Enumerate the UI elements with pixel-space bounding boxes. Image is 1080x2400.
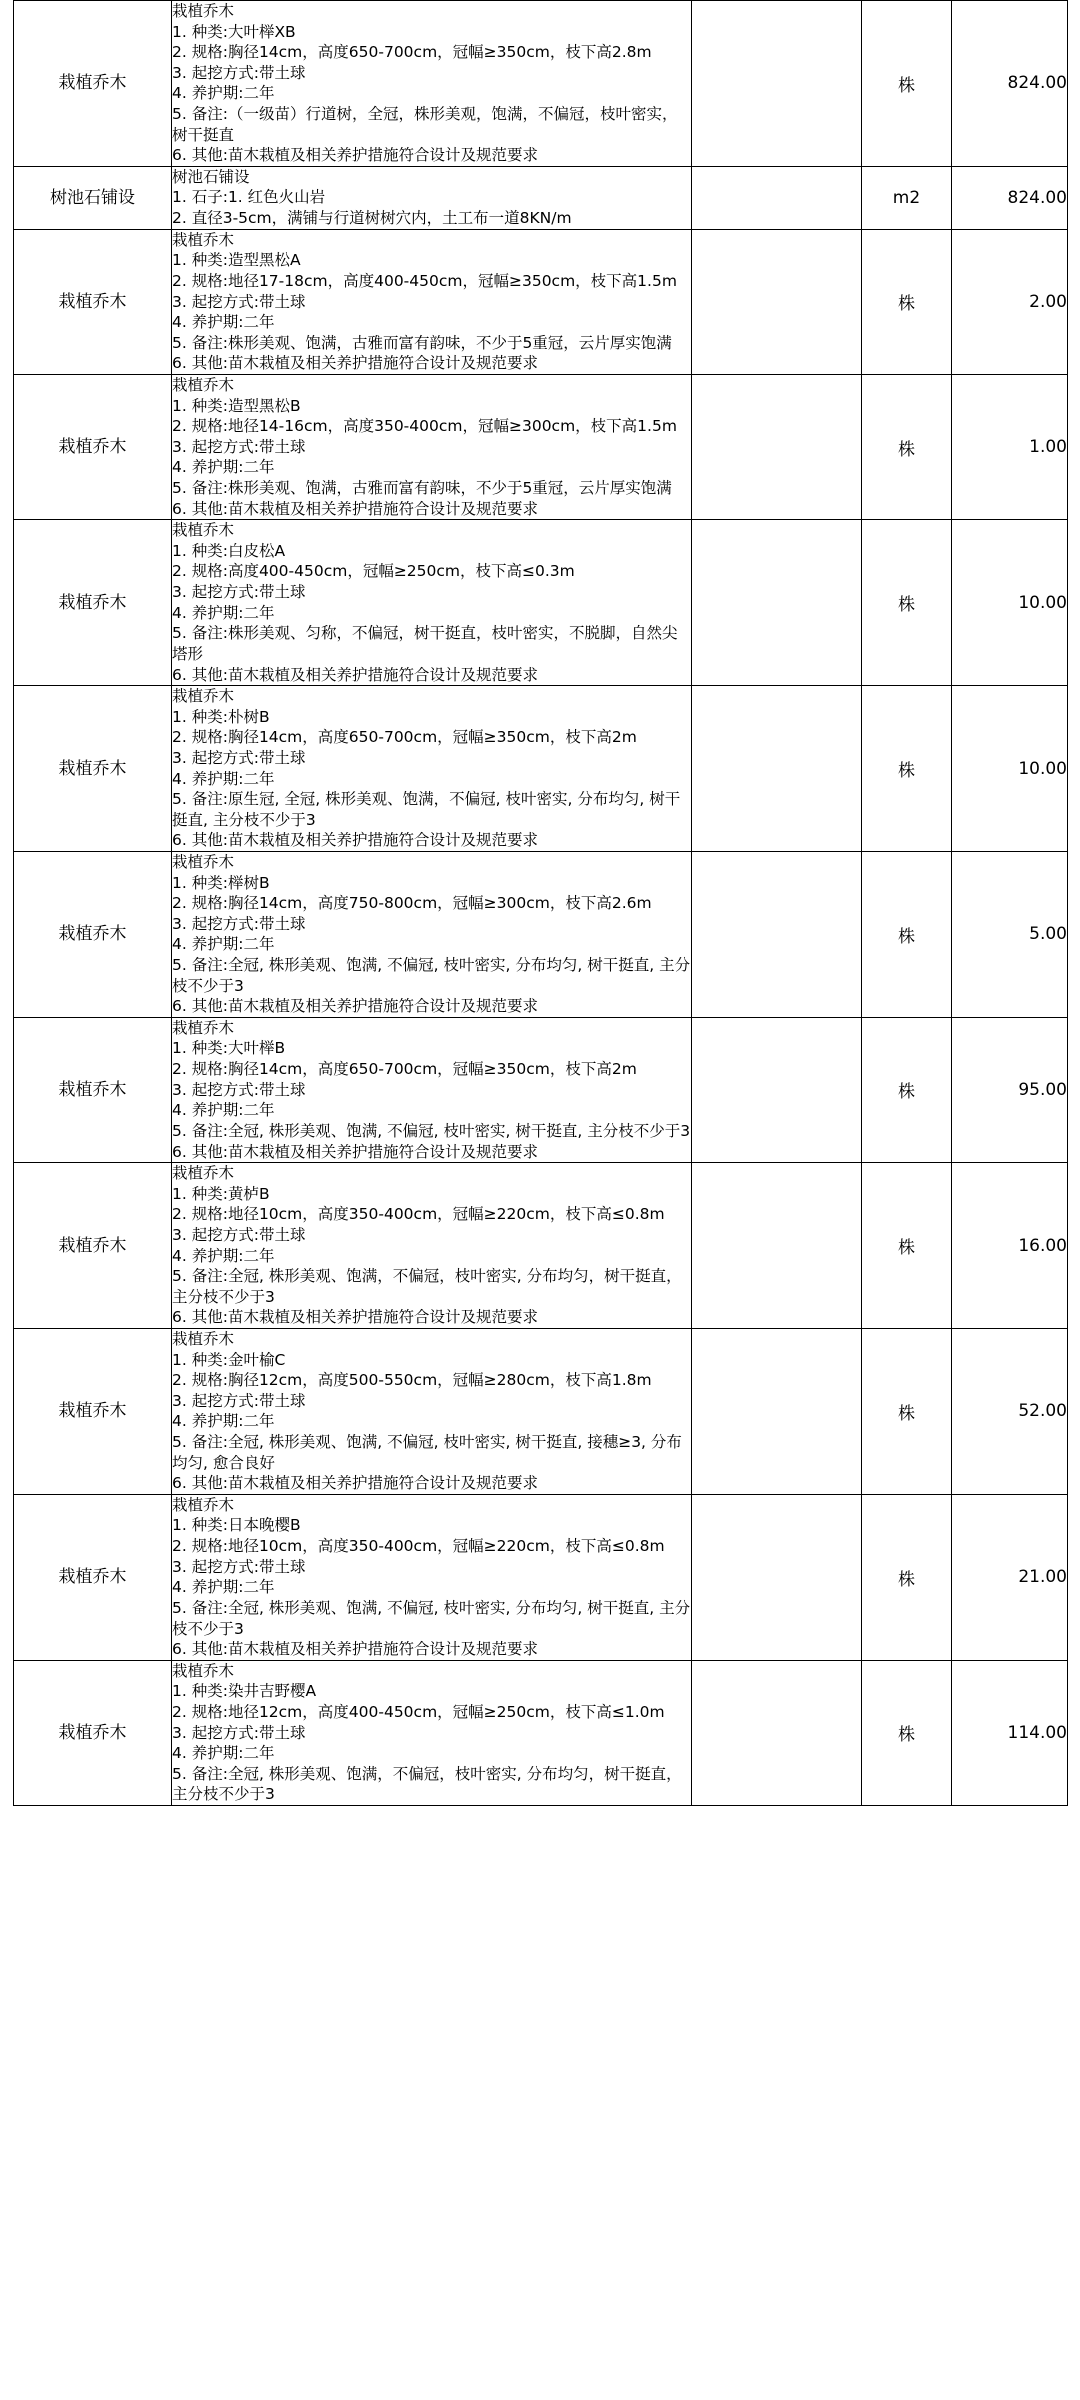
item-description-cell <box>172 1017 692 1162</box>
item-description-cell <box>172 520 692 686</box>
item-name-cell: 栽植乔木 <box>14 1017 172 1162</box>
blank-cell <box>692 1660 862 1805</box>
table-row <box>14 374 1068 519</box>
description-line: 5. 备注:全冠, 株形美观、饱满, 不偏冠, 枝叶密实, 树干挺直, 主分枝不少于3 <box>172 1121 691 1140</box>
description-line: 3. 起挖方式:带土球 <box>172 292 306 311</box>
description-line: 4. 养护期:二年 <box>172 458 275 477</box>
description-line: 栽植乔木 <box>172 1330 235 1348</box>
description-line: 2. 规格:胸径12cm，高度500-550cm，冠幅≥280cm，枝下高1.8m <box>172 1371 652 1390</box>
description-line: 3. 起挖方式:带土球 <box>172 1723 306 1742</box>
description-line: 4. 养护期:二年 <box>172 935 275 954</box>
description-line: 2. 规格:胸径14cm，高度750-800cm，冠幅≥300cm，枝下高2.6m <box>172 894 652 913</box>
description-line: 4. 养护期:二年 <box>172 84 275 103</box>
description-line: 6. 其他:苗木栽植及相关养护措施符合设计及规范要求 <box>172 665 538 684</box>
description-line: 3. 起挖方式:带土球 <box>172 1391 306 1410</box>
description-line: 4. 养护期:二年 <box>172 313 275 332</box>
description-line: 6. 其他:苗木栽植及相关养护措施符合设计及规范要求 <box>172 499 538 518</box>
quantity-cell: 2.00 <box>952 229 1068 374</box>
description-line: 4. 养护期:二年 <box>172 1246 275 1265</box>
description-line: 3. 起挖方式:带土球 <box>172 1225 306 1244</box>
unit-cell: 株 <box>862 1017 952 1162</box>
item-name-cell: 栽植乔木 <box>14 1163 172 1329</box>
description-line: 1. 种类:日本晚樱B <box>172 1516 301 1535</box>
table-row <box>14 1163 1068 1329</box>
table-row <box>14 520 1068 686</box>
description-line: 栽植乔木 <box>172 375 235 394</box>
description-line: 2. 规格:高度400-450cm，冠幅≥250cm，枝下高≤0.3m <box>172 562 575 581</box>
description-line: 4. 养护期:二年 <box>172 1578 275 1597</box>
description-line: 2. 规格:地径12cm，高度400-450cm，冠幅≥250cm，枝下高≤1.0m <box>172 1702 665 1721</box>
description-line: 5. 备注:全冠, 株形美观、饱满，不偏冠，枝叶密实, 分布均匀，树干挺直，主分枝不少于3 <box>172 1267 682 1306</box>
item-name-cell: 栽植乔木 <box>14 1494 172 1660</box>
description-line: 栽植乔木 <box>172 230 235 249</box>
item-description-cell <box>172 1 692 167</box>
item-description-cell <box>172 229 692 374</box>
unit-cell: 株 <box>862 520 952 686</box>
description-line: 3. 起挖方式:带土球 <box>172 437 306 456</box>
item-description-cell <box>172 851 692 1017</box>
description-line: 4. 养护期:二年 <box>172 1101 275 1120</box>
description-line: 6. 其他:苗木栽植及相关养护措施符合设计及规范要求 <box>172 146 538 165</box>
item-name-cell: 栽植乔木 <box>14 686 172 852</box>
blank-cell <box>692 166 862 229</box>
quantity-cell: 5.00 <box>952 851 1068 1017</box>
description-line: 4. 养护期:二年 <box>172 1744 275 1763</box>
description-line: 1. 种类:金叶榆C <box>172 1350 286 1369</box>
quantity-cell: 16.00 <box>952 1163 1068 1329</box>
blank-cell <box>692 1 862 167</box>
blank-cell <box>692 229 862 374</box>
description-line: 5. 备注:株形美观、匀称，不偏冠，树干挺直，枝叶密实，不脱脚，自然尖塔形 <box>172 624 678 663</box>
blank-cell <box>692 1494 862 1660</box>
description-line: 2. 规格:地径17-18cm，高度400-450cm，冠幅≥350cm，枝下高1.5m <box>172 271 677 290</box>
unit-cell: 株 <box>862 374 952 519</box>
description-line: 栽植乔木 <box>172 1018 235 1037</box>
description-line: 栽植乔木 <box>172 1164 235 1183</box>
description-line: 5. 备注:全冠, 株形美观、饱满, 不偏冠, 枝叶密实, 分布均匀, 树干挺直, 主分枝不少于3 <box>172 956 691 995</box>
table-row <box>14 1 1068 167</box>
description-line: 3. 起挖方式:带土球 <box>172 63 306 82</box>
description-line: 3. 起挖方式:带土球 <box>172 748 306 767</box>
description-line: 5. 备注:全冠, 株形美观、饱满，不偏冠，枝叶密实, 分布均匀，树干挺直，主分枝不少于3 <box>172 1764 682 1804</box>
unit-cell: 株 <box>862 686 952 852</box>
description-line: 6. 其他:苗木栽植及相关养护措施符合设计及规范要求 <box>172 1474 538 1493</box>
unit-cell: 株 <box>862 1163 952 1329</box>
description-line: 2. 规格:胸径14cm，高度650-700cm，冠幅≥350cm，枝下高2m <box>172 1060 637 1079</box>
blank-cell <box>692 374 862 519</box>
description-line: 栽植乔木 <box>172 852 235 871</box>
description-line: 5. 备注:（一级苗）行道树，全冠，株形美观，饱满，不偏冠，枝叶密实，树干挺直 <box>172 105 678 144</box>
item-name-cell: 栽植乔木 <box>14 1660 172 1805</box>
table-row <box>14 1494 1068 1660</box>
description-line: 1. 种类:造型黑松A <box>172 251 301 270</box>
description-line: 4. 养护期:二年 <box>172 769 275 788</box>
table-body <box>14 1 1068 1806</box>
description-line: 6. 其他:苗木栽植及相关养护措施符合设计及规范要求 <box>172 1640 538 1659</box>
description-line: 2. 直径3-5cm，满铺与行道树树穴内，土工布一道8KN/m <box>172 209 572 228</box>
description-line: 1. 种类:大叶榉B <box>172 1039 286 1058</box>
description-line: 6. 其他:苗木栽植及相关养护措施符合设计及规范要求 <box>172 831 538 850</box>
description-line: 1. 种类:朴树B <box>172 707 270 726</box>
item-description-cell <box>172 1163 692 1329</box>
item-name-cell: 树池石铺设 <box>14 166 172 229</box>
unit-cell: 株 <box>862 851 952 1017</box>
item-description-cell <box>172 686 692 852</box>
quantity-cell: 114.00 <box>952 1660 1068 1805</box>
description-line: 1. 种类:造型黑松B <box>172 396 301 415</box>
unit-cell: m2 <box>862 166 952 229</box>
table-row <box>14 686 1068 852</box>
description-line: 1. 种类:染井吉野樱A <box>172 1682 317 1701</box>
blank-cell <box>692 686 862 852</box>
item-description-cell <box>172 166 692 229</box>
quantity-cell: 21.00 <box>952 1494 1068 1660</box>
blank-cell <box>692 1017 862 1162</box>
description-line: 1. 石子:1. 红色火山岩 <box>172 188 326 207</box>
item-name-cell: 栽植乔木 <box>14 374 172 519</box>
description-line: 树池石铺设 <box>172 167 250 186</box>
description-line: 5. 备注:株形美观、饱满，古雅而富有韵味，不少于5重冠，云片厚实饱满 <box>172 333 672 352</box>
description-line: 栽植乔木 <box>172 521 235 540</box>
unit-cell: 株 <box>862 1660 952 1805</box>
blank-cell <box>692 1329 862 1495</box>
description-line: 栽植乔木 <box>172 1661 235 1680</box>
description-line: 1. 种类:榉树B <box>172 873 270 892</box>
description-line: 2. 规格:地径10cm，高度350-400cm，冠幅≥220cm，枝下高≤0.8m <box>172 1205 665 1224</box>
description-line: 栽植乔木 <box>172 687 235 706</box>
quantity-cell: 95.00 <box>952 1017 1068 1162</box>
description-line: 6. 其他:苗木栽植及相关养护措施符合设计及规范要求 <box>172 997 538 1016</box>
description-line: 2. 规格:胸径14cm，高度650-700cm，冠幅≥350cm，枝下高2.8m <box>172 43 652 62</box>
description-line: 5. 备注:株形美观、饱满，古雅而富有韵味，不少于5重冠，云片厚实饱满 <box>172 479 672 498</box>
description-line: 栽植乔木 <box>172 1495 235 1514</box>
blank-cell <box>692 520 862 686</box>
item-description-cell <box>172 374 692 519</box>
item-description-cell <box>172 1660 692 1805</box>
description-line: 4. 养护期:二年 <box>172 603 275 622</box>
description-line: 2. 规格:胸径14cm，高度650-700cm，冠幅≥350cm，枝下高2m <box>172 728 637 747</box>
table-row <box>14 851 1068 1017</box>
table-row <box>14 166 1068 229</box>
blank-cell <box>692 1163 862 1329</box>
description-line: 1. 种类:黄栌B <box>172 1184 270 1203</box>
unit-cell: 株 <box>862 1 952 167</box>
description-line: 6. 其他:苗木栽植及相关养护措施符合设计及规范要求 <box>172 1142 538 1161</box>
bill-of-quantities-table <box>13 0 1068 1806</box>
quantity-cell: 824.00 <box>952 166 1068 229</box>
description-line: 1. 种类:大叶榉XB <box>172 22 296 41</box>
table-row <box>14 229 1068 374</box>
item-name-cell: 栽植乔木 <box>14 229 172 374</box>
description-line: 3. 起挖方式:带土球 <box>172 583 306 602</box>
description-line: 5. 备注:全冠, 株形美观、饱满, 不偏冠, 枝叶密实, 分布均匀, 树干挺直, 主分枝不少于3 <box>172 1598 691 1638</box>
description-line: 6. 其他:苗木栽植及相关养护措施符合设计及规范要求 <box>172 354 538 373</box>
description-line: 2. 规格:地径14-16cm，高度350-400cm，冠幅≥300cm，枝下高1.5m <box>172 417 677 436</box>
quantity-cell: 10.00 <box>952 520 1068 686</box>
quantity-cell: 824.00 <box>952 1 1068 167</box>
description-line: 2. 规格:地径10cm，高度350-400cm，冠幅≥220cm，枝下高≤0.8m <box>172 1537 665 1556</box>
description-line: 3. 起挖方式:带土球 <box>172 1557 306 1576</box>
description-line: 4. 养护期:二年 <box>172 1412 275 1431</box>
item-description-cell <box>172 1329 692 1495</box>
item-name-cell: 栽植乔木 <box>14 851 172 1017</box>
description-line: 5. 备注:原生冠, 全冠, 株形美观、饱满，不偏冠, 枝叶密实, 分布均匀, 树干挺直, 主分枝不少于3 <box>172 790 681 829</box>
table-row <box>14 1017 1068 1162</box>
unit-cell: 株 <box>862 1494 952 1660</box>
blank-cell <box>692 851 862 1017</box>
description-line: 1. 种类:白皮松A <box>172 541 286 560</box>
unit-cell: 株 <box>862 1329 952 1495</box>
table-row <box>14 1660 1068 1805</box>
quantity-cell: 10.00 <box>952 686 1068 852</box>
description-line: 6. 其他:苗木栽植及相关养护措施符合设计及规范要求 <box>172 1308 538 1327</box>
table-row <box>14 1329 1068 1495</box>
item-name-cell: 栽植乔木 <box>14 1329 172 1495</box>
description-line: 3. 起挖方式:带土球 <box>172 1080 306 1099</box>
unit-cell: 株 <box>862 229 952 374</box>
item-description-cell <box>172 1494 692 1660</box>
item-name-cell: 栽植乔木 <box>14 1 172 167</box>
description-line: 5. 备注:全冠, 株形美观、饱满, 不偏冠, 枝叶密实, 树干挺直, 接穗≥3, 分布均匀, 愈合良好 <box>172 1433 682 1472</box>
quantity-cell: 52.00 <box>952 1329 1068 1495</box>
item-name-cell: 栽植乔木 <box>14 520 172 686</box>
quantity-cell: 1.00 <box>952 374 1068 519</box>
description-line: 3. 起挖方式:带土球 <box>172 914 306 933</box>
description-line: 栽植乔木 <box>172 2 235 20</box>
